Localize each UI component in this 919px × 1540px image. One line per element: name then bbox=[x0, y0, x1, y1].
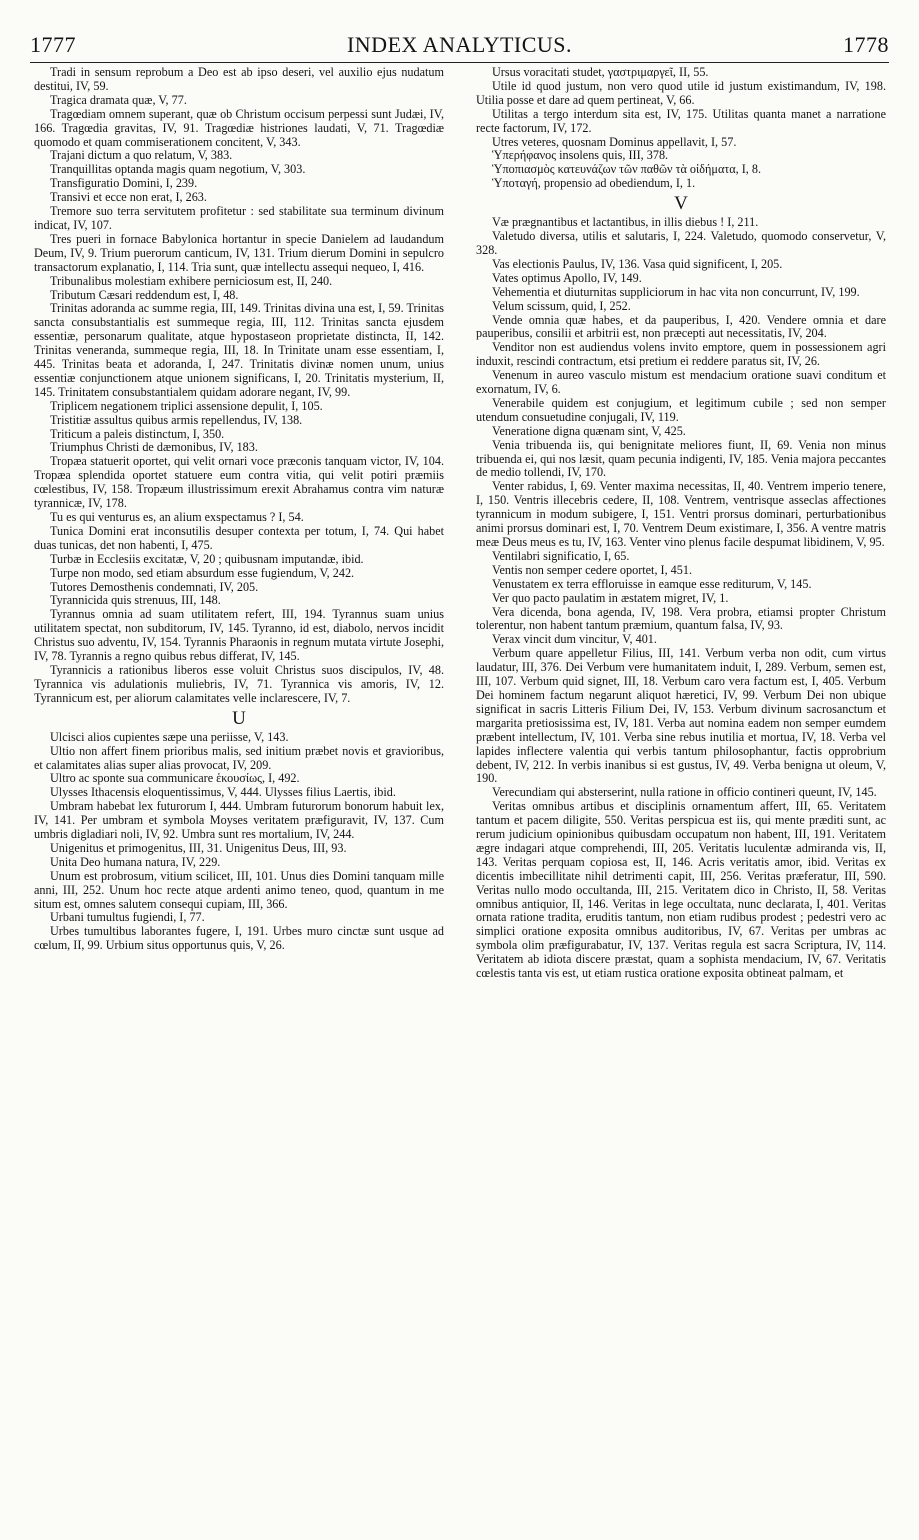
index-entry: Venia tribuenda iis, qui benignitate meliores fiunt, II, 69. Venia non minus tribuenda ei, qui nos læsit, quam pecunia indigenti, IV, 185. Venia majora peccantes de medio tollendi, IV, 170. bbox=[476, 437, 886, 480]
index-entry: Triplicem negationem triplici assensione depulit, I, 105. bbox=[50, 398, 323, 413]
index-entry: Urbes tumultibus laborantes fugere, I, 191. Urbes muro cinctæ sunt usque ad cœlum, II, 99. Urbium situs opportunus quis, V, 26. bbox=[34, 924, 444, 953]
section-letter: U bbox=[232, 707, 246, 729]
index-entry: Tyrannus omnia ad suam utilitatem refert, III, 194. Tyrannus suam unius utilitatem spectat, non subditorum, IV, 145. Tyranno, id est, diabolo, nervos incidit Christus suo adventu, IV, 154. Tyrannis Pharaonis in regnum mutata virtute Josephi, IV, 78. Tyrannis a regno quibus rebus differat, IV, 145. bbox=[34, 607, 444, 664]
index-entry: Ventis non semper cedere oportet, I, 451. bbox=[492, 562, 693, 577]
index-entry: Venter rabidus, I, 69. Venter maxima necessitas, II, 40. Ventrem imperio tenere, I, 150. Ventris illecebris cedere, II, 108. Ventrem, ventrisque asseclas affectiones tyrannicum in modum subigere, I, 151. Ventri prorsus dominari, perturbationibus animi prorsus dominari est, I, 70. Ventrem Deum existimare, I, 356. A ventre matris meæ Deus meus es tu, IV, 163. Venter vino plenus facile despumat libidinem, V, 95. bbox=[476, 479, 886, 549]
index-entry: Tranquillitas optanda magis quam negotium, V, 303. bbox=[50, 162, 306, 177]
page-number-left: 1777 bbox=[30, 32, 76, 57]
index-entry: Tribunalibus molestiam exhibere perniciosum est, II, 240. bbox=[50, 273, 333, 288]
index-entry: Tragica dramata quæ, V, 77. bbox=[50, 92, 187, 107]
index-entry: Tristitiæ assultus quibus armis repellendus, IV, 138. bbox=[50, 412, 303, 427]
index-entry: Tu es qui venturus es, an alium exspectamus ? I, 54. bbox=[50, 510, 304, 524]
index-entry: Verecundiam qui absterserint, nulla ratione in officio contineri queunt, IV, 145. bbox=[492, 785, 877, 800]
page-number-right: 1778 bbox=[843, 32, 889, 57]
index-entry: Transivi et ecce non erat, I, 263. bbox=[50, 190, 207, 205]
index-entry: Trinitas adoranda ac summe regia, III, 149. Trinitas divina una est, I, 59. Trinitas sancta consubstantialis est summeque regia, III, 112. Trinitas sancta ejusdem essentiæ, personarum qualitate, atque hypostaseon proprietate distincta, II, 142. Trinitas veneranda, summeque regia, III, 18. In Trinitate unam esse essentiam, I, 445. Trinitas beata et adoranda, I, 247. Trinitatis divinæ nomen unum, unius essentiæ conjunctionem atque unionem significans, I, 20. Trinitatis mysterium, II, 145. Trinitatem consubstantialem quidam adorare negant, IV, 99. bbox=[34, 301, 444, 399]
left-column bbox=[34, 66, 444, 1526]
index-entry: Tradi in sensum reprobum a Deo est ab ipso deseri, vel auxilio ejus nudatum destitui, IV, 59. bbox=[34, 66, 444, 93]
index-entry: Verbum quare appelletur Filius, III, 141. Verbum verba non odit, cum virtus laudatur, III, 376. Dei Verbum vere humanitatem induit, I, 289. Verbum, semen est, III, 107. Verbum quid signet, III, 18. Verbum caro vera factum est, I, 405. Verbum Dei hominem factum negarunt aliquot hæretici, IV, 99. Verbum Dei non ubique significat in sacris Litteris Filium Dei, IV, 153. Verbum divinum sacrosanctum et margarita pretiosissima est, IV, 181. Verba aut nomina eadem non semper eumdem præbent intellectum, IV, 101. Verba sine rebus inutilia et mortua, IV, 18. Verba vel lapides inflectere valentia qui verbis tantum philosophantur, factis opprobrium debent, IV, 212. In verbis inanibus si est gustus, IV, 49. Verba benigna ut oleum, V, 190. bbox=[476, 646, 886, 786]
index-entry: Væ prægnantibus et lactantibus, in illis diebus ! I, 211. bbox=[492, 215, 759, 230]
index-entry: Venenum in aureo vasculo mistum est mendacium oratione suavi conditum et exornatum, IV, 6. bbox=[476, 368, 886, 397]
index-entry: Tres pueri in fornace Babylonica hortantur in specie Danielem ad laudandum Deum, IV, 9. Trium puerorum canticum, IV, 131. Trium dierum Domini in sepulcro transactorum explanatio, I, 114. Tria sunt, quæ intellectu assequi nequeo, I, 416. bbox=[34, 231, 444, 274]
index-entry: Unum est probrosum, vitium scilicet, III, 101. Unus dies Domini tanquam mille anni, III, 252. Unum hoc recte atque ardenti animo teneo, quod, quantum in me situm est, omnes salutem consequi cupiam, III, 366. bbox=[34, 868, 444, 911]
index-entry: Tyrannicida quis strenuus, III, 148. bbox=[50, 593, 221, 608]
index-entry: Trajani dictum a quo relatum, V, 383. bbox=[50, 148, 233, 163]
index-entry: Velum scissum, quid, I, 252. bbox=[492, 298, 631, 313]
index-entry: Turbæ in Ecclesiis excitatæ, V, 20 ; quibusnam imputandæ, ibid. bbox=[50, 551, 364, 566]
index-entry: Ventilabri significatio, I, 65. bbox=[492, 548, 630, 563]
index-entry: Tributum Cæsari reddendum est, I, 48. bbox=[50, 287, 239, 302]
index-entry: Ὑποπιασμὸς κατευνάζων τῶν παθῶν τὰ οἰδήματα, I, 8. bbox=[492, 162, 761, 177]
index-entry: Veritas omnibus artibus et disciplinis ornamentum affert, III, 65. Veritatem tantum et pacem diligite, 550. Veritas perspicua est iis, qui mente præditi sunt, ac rerum judicium opinionibus quibusdam occupatum non habent, III, 191. Veritatem ægre indagari atque comprehendi, III, 205. Veritatis luculentæ admiranda vis, II, 143. Veritas perquam copiosa est, II, 146. Acris veritatis amor, ibid. Veritas ex dicentis imbecillitate nihil detrimenti capit, III, 256. Veritas præferatur, III, 590. Veritas nullo modo occultanda, III, 215. Veritatem dico in Christo, II, 58. Veritas omnibus antiquior, II, 146. Veritas in lege occultata, nunc declarata, I, 401. Veritas ornata ratione tradita, eruditis tantum, non etiam rudibus prodest ; pedestri vero ac simplici oratione exposita omnibus auditoribus, IV, 67. Veritas per umbras ac symbola olim præfigurabatur, IV, 137. Veritas regula est sacra Scriptura, IV, 114. Veritatem ab idiota discere præstat, quam a sophista mendacium, IV, 67. Veritatis cœlestis tanta vis est, ut etiam rustica oratione exposita obtineat palmam, et bbox=[476, 799, 886, 981]
right-column bbox=[476, 66, 886, 1526]
index-entry: Veneratione digna quænam sint, V, 425. bbox=[492, 423, 686, 438]
index-entry: Ὑπερήφανος insolens quis, III, 378. bbox=[492, 148, 669, 163]
index-entry: Vas electionis Paulus, IV, 136. Vasa quid significent, I, 205. bbox=[492, 256, 783, 271]
index-entry: Transfiguratio Domini, I, 239. bbox=[50, 176, 198, 191]
index-entry: Unigenitus et primogenitus, III, 31. Unigenitus Deus, III, 93. bbox=[50, 840, 347, 855]
index-entry: Utile id quod justum, non vero quod utile id justum existimandum, IV, 198. Utilia posse et dare ad quem pertineat, V, 66. bbox=[476, 78, 886, 107]
index-entry: Tutores Demosthenis condemnati, IV, 205. bbox=[50, 579, 259, 594]
index-entry: Triticum a paleis distinctum, I, 350. bbox=[50, 426, 225, 441]
index-entry: Verax vincit dum vincitur, V, 401. bbox=[492, 632, 657, 647]
index-entry: Ultro ac sponte sua communicare ἑκουσίως, I, 492. bbox=[50, 771, 300, 786]
index-entry: Ver quo pacto paulatim in æstatem migret, IV, 1. bbox=[492, 590, 729, 605]
index-entry: Utres veteres, quosnam Dominus appellavit, I, 57. bbox=[492, 134, 737, 149]
index-entry: Venustatem ex terra effloruisse in eamque esse rediturum, V, 145. bbox=[492, 576, 812, 591]
index-entry: Venditor non est audiendus volens invito emptore, quem in possessionem agri induxit, rescindi contractum, etsi pretium ei reddere paratus sit, IV, 26. bbox=[476, 340, 886, 369]
index-entry: Tremore suo terra servitutem profitetur : sed stabilitate sua terminum divinum indicat, IV, 107. bbox=[34, 204, 444, 232]
index-entry: Vates optimus Apollo, IV, 149. bbox=[492, 270, 642, 285]
index-entry: Triumphus Christi de dæmonibus, IV, 183. bbox=[50, 440, 258, 455]
index-entry: Tragœdiam omnem superant, quæ ob Christum occisum perpessi sunt Judæi, IV, 166. Tragœdia gravitas, IV, 91. Tragœdiæ histriones laudati, V, 71. Tragœdiæ quomodo et quam commiserationem concitent, V, 343. bbox=[34, 106, 444, 149]
page-title: INDEX ANALYTICUS. bbox=[346, 32, 573, 57]
index-entry: Ursus voracitati studet, γαστριμαργεῖ, II, 55. bbox=[492, 66, 709, 79]
section-letter: V bbox=[674, 193, 688, 215]
index-entry: Ulysses Ithacensis eloquentissimus, V, 444. Ulysses filius Laertis, ibid. bbox=[50, 785, 396, 800]
index-entry: Umbram habebat lex futurorum I, 444. Umbram futurorum bonorum habuit lex, IV, 141. Per umbram et symbola Moyses veritatem præfiguravit, IV, 137. Cum umbris digladiari noli, IV, 92. Umbra sunt res mortalium, IV, 244. bbox=[34, 799, 444, 842]
page-header bbox=[30, 32, 889, 63]
index-entry: Ὑποταγή, propensio ad obediendum, I, 1. bbox=[492, 176, 696, 191]
index-entry: Ulcisci alios cupientes sæpe una periisse, V, 143. bbox=[50, 729, 289, 744]
index-entry: Valetudo diversa, utilis et salutaris, I, 224. Valetudo, quomodo conservetur, V, 328. bbox=[476, 229, 886, 257]
index-entry: Utilitas a tergo interdum sita est, IV, 175. Utilitas quanta manet a narratione recte factorum, IV, 172. bbox=[476, 106, 886, 135]
index-entry: Tropæa statuerit oportet, qui velit ornari voce præconis tanquam victor, IV, 104. Tropæa splendida oportet statuere eum contra vitia, qui velit potiri præmiis cœlestibus, IV, 158. Tropæum illustrissimum erexit Abrahamus contra vim naturæ tyrannicæ, IV, 178. bbox=[34, 454, 444, 511]
index-entry: Venerabile quidem est conjugium, et legitimum cubile ; sed non semper utendum consuetudine conjugali, IV, 119. bbox=[476, 395, 886, 424]
index-entry: Ultio non affert finem prioribus malis, sed initium præbet novis et gravioribus, et calamitates alias super alias provocat, IV, 209. bbox=[34, 743, 444, 772]
index-entry: Vende omnia quæ habes, et da pauperibus, I, 420. Vendere omnia et dare pauperibus, consilii et arbitrii est, non præcepti aut necessitatis, IV, 204. bbox=[476, 312, 886, 341]
index-entry: Vehementia et diuturnitas suppliciorum in hac vita non concurrunt, IV, 199. bbox=[492, 284, 860, 299]
index-entry: Unita Deo humana natura, IV, 229. bbox=[50, 854, 221, 869]
index-entry: Vera dicenda, bona agenda, IV, 198. Vera probra, etiamsi propter Christum tolerentur, non habent tantum præmium, quantum falsa, IV, 93. bbox=[476, 604, 886, 633]
index-entry: Tunica Domini erat inconsutilis desuper contexta per totum, I, 74. Qui habet duas tunicas, det non habenti, I, 475. bbox=[34, 523, 444, 552]
index-entry: Tyrannicis a rationibus liberos esse voluit Christus suos discipulos, IV, 48. Tyrannica vis adulationis muliebris, IV, 71. Tyrannica vis amoris, IV, 12. Tyrannicum est, per aliorum calamitates velle inclarescere, IV, 7. bbox=[34, 662, 444, 705]
index-entry: Turpe non modo, sed etiam absurdum esse fugiendum, V, 242. bbox=[50, 565, 355, 580]
index-entry: Urbani tumultus fugiendi, I, 77. bbox=[50, 910, 205, 925]
